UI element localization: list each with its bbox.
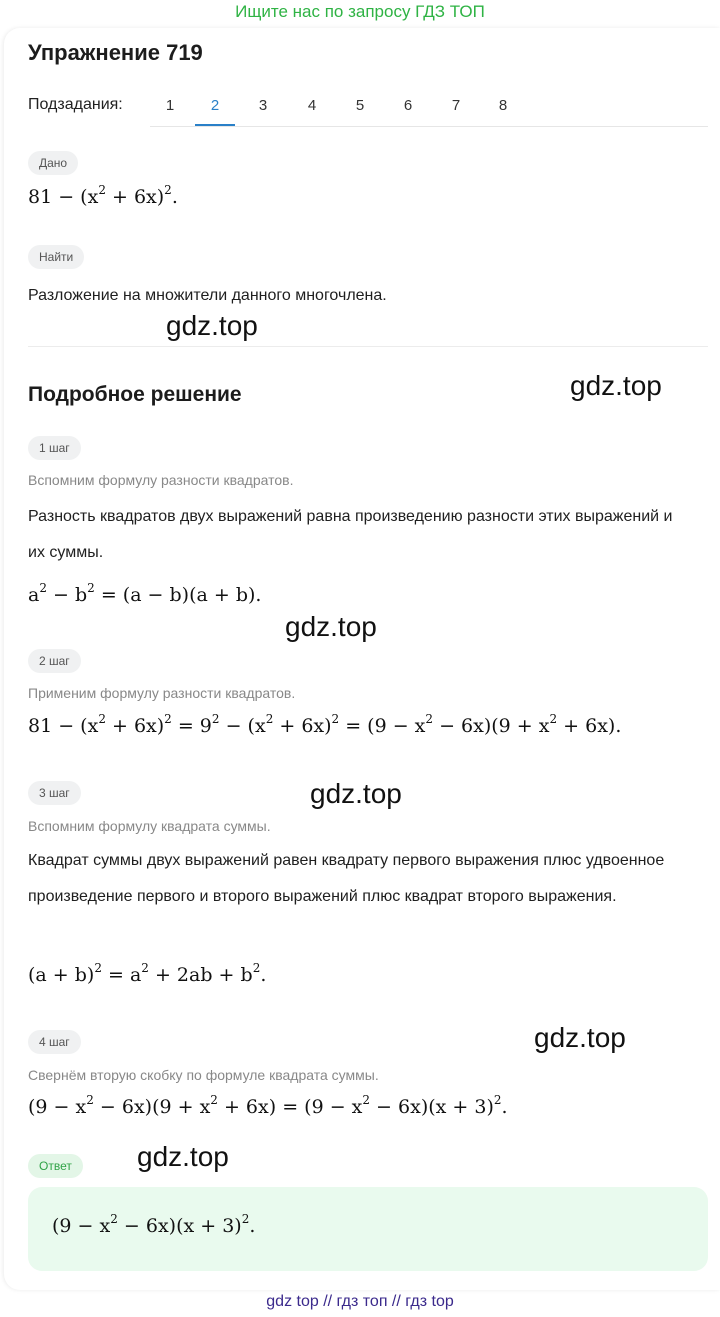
page-title: Упражнение 719 xyxy=(28,40,203,65)
step-hint: Свернём вторую скобку по формуле квадрата суммы. xyxy=(28,1067,379,1083)
step-chip: 1 шаг xyxy=(28,436,81,460)
tab-4[interactable]: 4 xyxy=(307,97,317,114)
subtasks-label: Подзадания: xyxy=(28,96,123,113)
step-formula: $(9 - x^2 - 6x)(9 + x^2 + 6x) = (9 - x^2 - 6x)(x + 3)^2$. xyxy=(28,1093,508,1118)
tab-1[interactable]: 1 xyxy=(165,97,175,114)
answer-formula: $(9 - x^2 - 6x)(x + 3)^2$. xyxy=(52,1212,256,1237)
step-formula: $81 - (x^2 + 6x)^2 = 9^2 - (x^2 + 6x)^2 = (9 - x^2 - 6x)(9 + x^2 + 6x)$. xyxy=(28,712,622,737)
tab-3[interactable]: 3 xyxy=(258,97,268,114)
step-text: Разность квадратов двух выражений равна произведению разности этих выражений и их суммы. xyxy=(28,508,673,561)
given-chip: Дано xyxy=(28,151,78,175)
step-chip: 3 шаг xyxy=(28,781,81,805)
watermark: gdz.top xyxy=(310,778,402,809)
step-hint: Вспомним формулу разности квадратов. xyxy=(28,472,294,488)
tab-5[interactable]: 5 xyxy=(355,97,365,114)
subtask-tabs xyxy=(150,88,708,127)
given-formula: $81 - (x^2 + 6x)^2$. xyxy=(28,183,178,208)
tab-6[interactable]: 6 xyxy=(403,97,413,114)
answer-chip: Ответ xyxy=(28,1154,83,1178)
solution-title: Подробное решение xyxy=(28,383,242,406)
step-formula: $a^2 - b^2 = (a - b)(a + b)$. xyxy=(28,581,262,606)
step-text: Квадрат суммы двух выражений равен квадрату первого выражения плюс удвоенное произведение первого и второго выражений плюс квадрат второго выражения. xyxy=(28,852,665,905)
footer-links[interactable]: gdz top // гдз топ // гдз top xyxy=(266,1293,454,1310)
find-chip: Найти xyxy=(28,245,84,269)
watermark: gdz.top xyxy=(166,310,258,341)
watermark: gdz.top xyxy=(534,1022,626,1053)
find-text: Разложение на множители данного многочлена. xyxy=(28,287,387,304)
watermark: gdz.top xyxy=(570,370,662,401)
top-banner: Ищите нас по запросу ГДЗ ТОП xyxy=(235,2,485,21)
step-hint: Применим формулу разности квадратов. xyxy=(28,685,296,701)
step-chip: 4 шаг xyxy=(28,1030,81,1054)
tab-7[interactable]: 7 xyxy=(451,97,461,114)
step-formula: $(a + b)^2 = a^2 + 2ab + b^2$. xyxy=(28,961,267,986)
tab-2[interactable]: 2 xyxy=(195,88,235,126)
step-chip: 2 шаг xyxy=(28,649,81,673)
divider xyxy=(28,346,708,347)
step-hint: Вспомним формулу квадрата суммы. xyxy=(28,818,271,834)
tab-8[interactable]: 8 xyxy=(498,97,508,114)
watermark: gdz.top xyxy=(285,611,377,642)
watermark: gdz.top xyxy=(137,1141,229,1172)
